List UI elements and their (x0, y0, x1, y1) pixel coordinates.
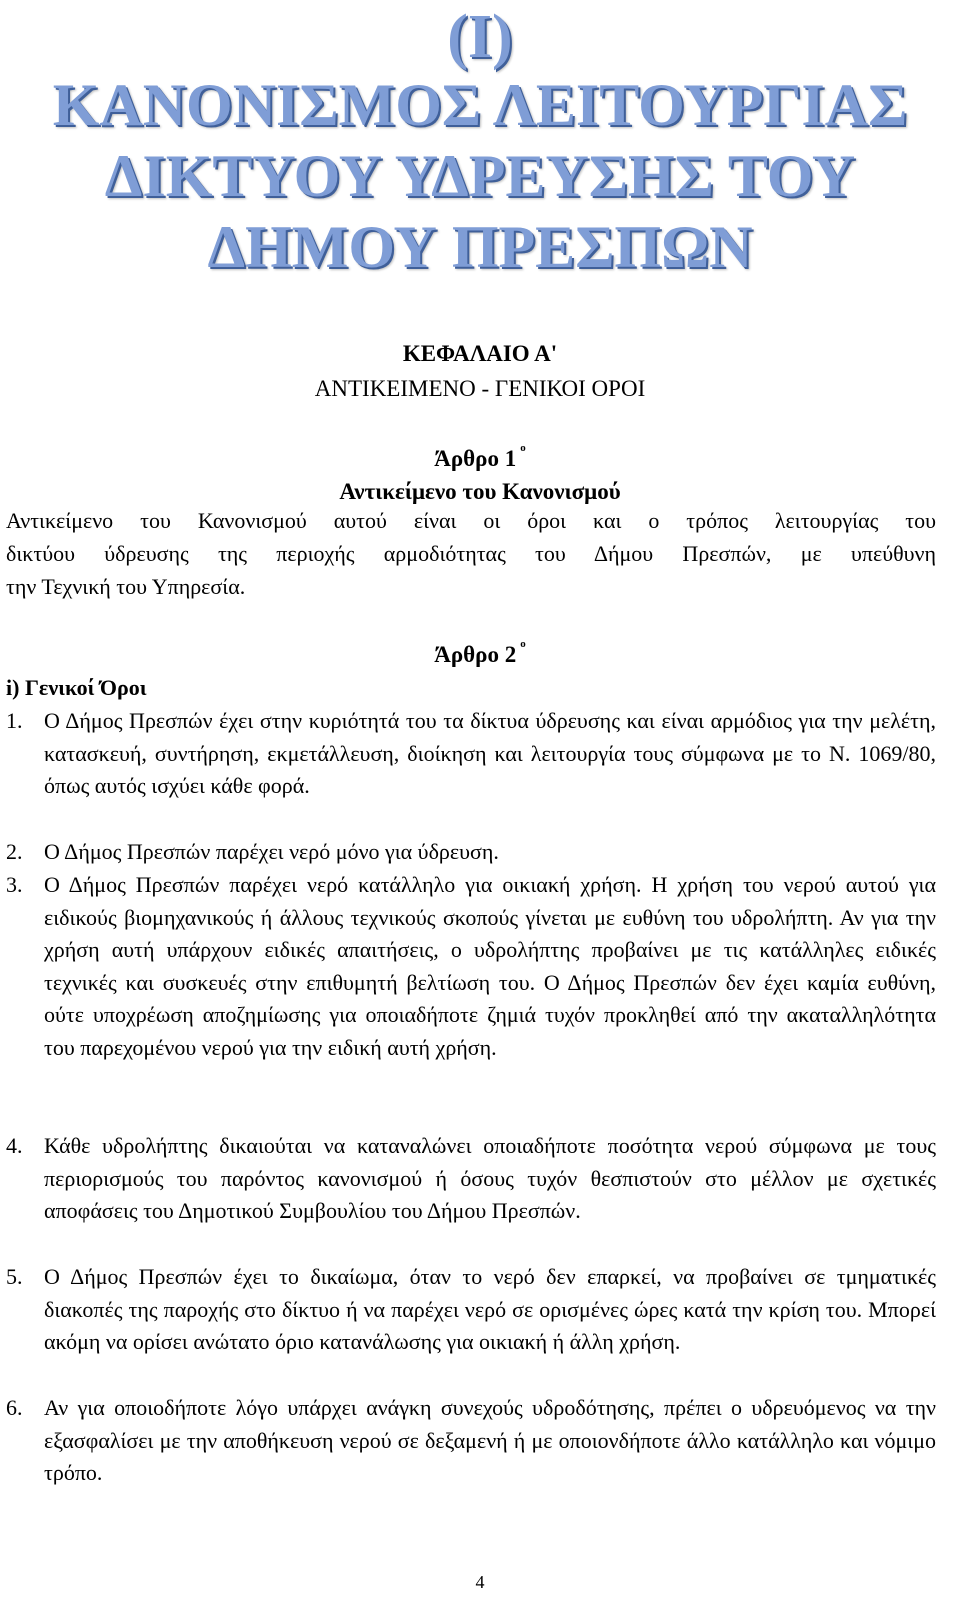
article-1-line-1: Αντικείμενο του Κανονισμού αυτού είναι οι όροι και ο τρόπος λειτουργίας του (6, 508, 936, 533)
title-line-2: ΔΙΚΤΥΟΥ ΥΔΡΕΥΣΗΣ ΤΟΥ (104, 143, 856, 209)
list-text: Ο Δήμος Πρεσπών παρέχει νερό κατάλληλο για οικιακή χρήση. Η χρήση του νερού αυτού για ειδικούς βιομηχανικούς ή άλλους τεχνικούς σκοπούς γίνεται με ευθύνη του υδρολήπτη. Αν για την χρήση αυτή υπάρχουν ειδικές απαιτήσεις, ο υδρολήπτης προβαίνει με τις κατάλληλες ειδικές τεχνικές και συσκευές στην επιθυμητή βελτίωση του. Ο Δήμος Πρεσπών δεν έχει καμία ευθύνη, ούτε υποχρέωση αποζημίωσης για οποιαδήποτε ζημιά τυχόν προκληθεί από την ακαταλληλότητα του παρεχομένου νερού για την ειδική αυτή χρήση. (44, 872, 936, 1060)
article-1-heading (0, 442, 960, 473)
list-text: Αν για οποιοδήποτε λόγο υπάρχει ανάγκη συνεχούς υδροδότησης, πρέπει ο υδρευόμενος να την εξασφαλίσει με την αποθήκευση νερού σε δεξαμενή ή με οποιονδήποτε άλλο κατάλληλο και νόμιμο τρόπο. (44, 1395, 936, 1485)
list-text: Ο Δήμος Πρεσπών έχει το δικαίωμα, όταν το νερό δεν επαρκεί, να προβαίνει σε τμηματικές διακοπές της παροχής στο δίκτυο ή να παρέχει νερό σε ορισμένες ώρες κατά την κρίση του. Μπορεί ακόμη να ορίσει ανώτατο όριο κατανάλωσης για οικιακή ή άλλη χρήση. (44, 1264, 936, 1354)
list-number: 1. (6, 708, 23, 733)
article-1-subheading: Αντικείμενο του Κανονισμού (339, 479, 621, 504)
article-1-heading-text: Άρθρο 1 (434, 446, 517, 471)
list-number: 6. (6, 1395, 23, 1420)
list-text: Κάθε υδρολήπτης δικαιούται να καταναλώνει οποιαδήποτε ποσότητα νερού σύμφωνα με τους περιορισμούς του παρόντος κανονισμού ή όσους τυχόν θεσπιστούν στο μέλλον με σχετικές αποφάσεις του Δημοτικού Συμβουλίου του Δήμου Πρεσπών. (44, 1133, 936, 1223)
list-number: 4. (6, 1133, 23, 1158)
article-2-heading (0, 638, 960, 669)
list-number: 5. (6, 1264, 23, 1289)
title-line-1: ΚΑΝΟΝΙΣΜΟΣ ΛΕΙΤΟΥΡΓΙΑΣ (52, 72, 908, 138)
title-line-roman: (Ι) (447, 3, 513, 71)
chapter-heading: ΚΕΦΑΛΑΙΟ Α' (402, 341, 558, 366)
list-item-3 (6, 869, 936, 1064)
list-text: Ο Δήμος Πρεσπών παρέχει νερό μόνο για ύδρευση. (44, 839, 499, 864)
list-item-4 (6, 1130, 936, 1228)
article-1-superscript: ο (520, 442, 526, 455)
list-item-5 (6, 1261, 936, 1359)
page-number: 4 (475, 1572, 485, 1592)
article-1-line-3: την Τεχνική του Υπηρεσία. (6, 574, 246, 599)
list-text: Ο Δήμος Πρεσπών έχει στην κυριότητά του τα δίκτυα ύδρευσης και είναι αρμόδιος για την μελέτη, κατασκευή, συντήρηση, εκμετάλλευση, διοίκηση και λειτουργία τους σύμφωνα με το Ν. 1069/80, όπως αυτός ισχύει κάθε φορά. (44, 708, 936, 798)
article-2-section-title: i) Γενικοί Όροι (6, 675, 147, 700)
title-line-3: ΔΗΜΟΥ ΠΡΕΣΠΩΝ (207, 214, 753, 280)
list-number: 3. (6, 872, 23, 897)
list-item-1 (6, 705, 936, 803)
article-1-line-2: δικτύου ύδρευσης της περιοχής αρμοδιότητας του Δήμου Πρεσπών, με υπεύθυνη (6, 541, 936, 566)
list-item-6 (6, 1392, 936, 1490)
list-item-2 (6, 836, 936, 869)
chapter-subtitle: ΑΝΤΙΚΕΙΜΕΝΟ - ΓΕΝΙΚΟΙ ΟΡΟΙ (314, 376, 646, 401)
article-2-heading-text: Άρθρο 2 (434, 642, 517, 667)
article-2-superscript: ο (520, 638, 526, 651)
list-number: 2. (6, 839, 23, 864)
